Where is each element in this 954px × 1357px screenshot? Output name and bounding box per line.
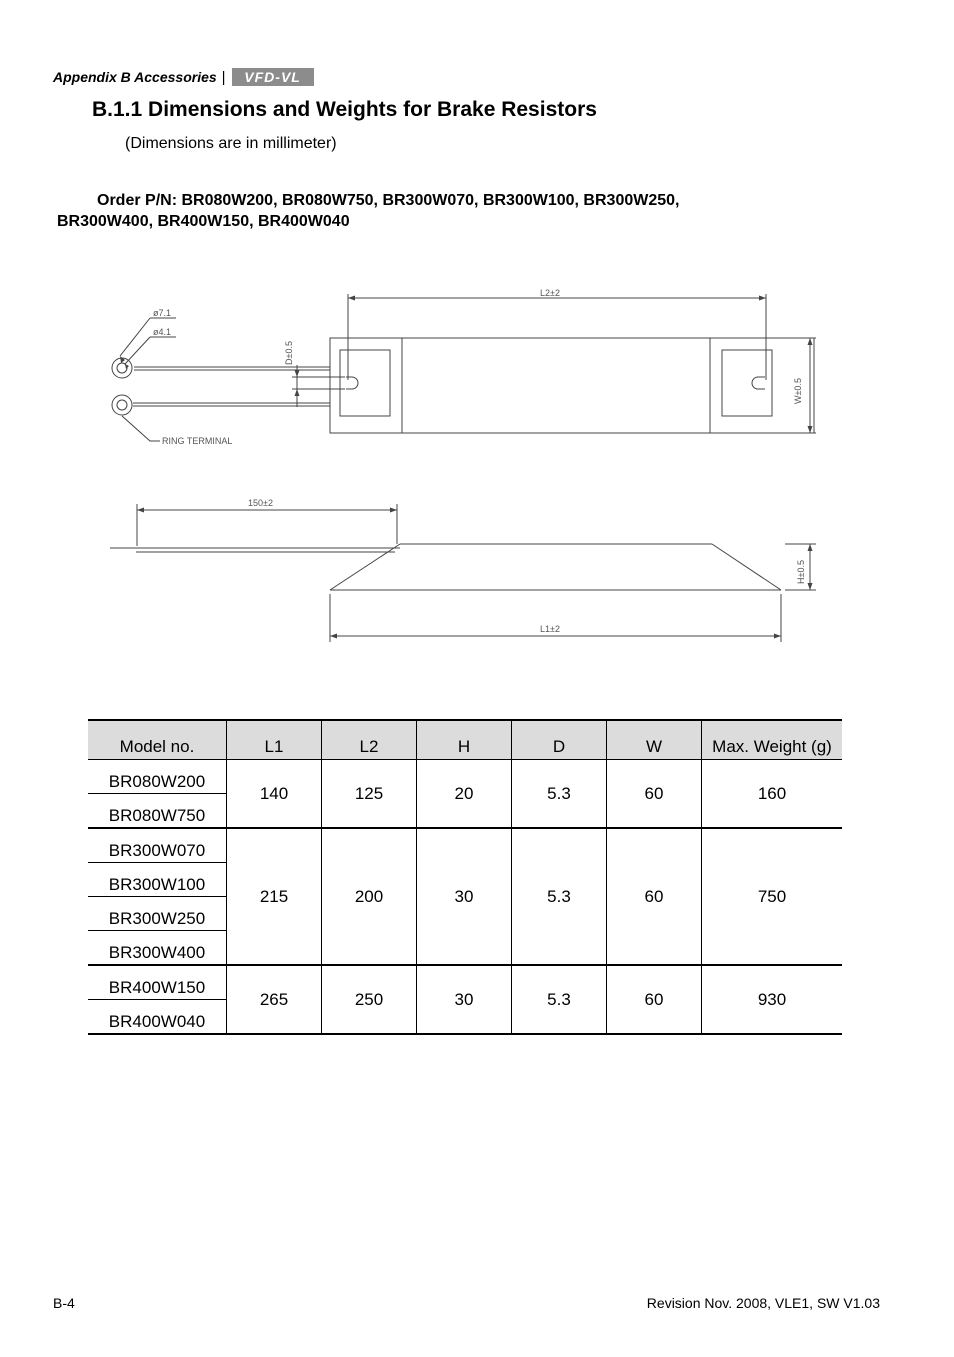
page-header (53, 66, 314, 88)
col-model: Model no. (88, 720, 227, 760)
label-ring-terminal: RING TERMINAL (162, 436, 233, 446)
cell-w: 60 (607, 760, 702, 829)
cell-l2: 250 (322, 965, 417, 1034)
cell-weight: 750 (702, 828, 843, 965)
col-l2: L2 (322, 720, 417, 760)
cell-model: BR400W150 (88, 965, 227, 1000)
label-diameter-4-1: ø4.1 (153, 327, 172, 337)
cell-model: BR080W200 (88, 760, 227, 794)
col-l1: L1 (227, 720, 322, 760)
cell-w: 60 (607, 965, 702, 1034)
order-pn-line-1: Order P/N: BR080W200, BR080W750, BR300W070, BR300W100, BR300W250, (97, 192, 680, 209)
cell-d: 5.3 (512, 760, 607, 829)
table-row (88, 760, 842, 794)
table-row (88, 828, 842, 863)
col-d: D (512, 720, 607, 760)
label-150: 150±2 (248, 498, 273, 508)
page-subtitle: (Dimensions are in millimeter) (125, 135, 337, 152)
label-d: D±0.5 (284, 341, 294, 365)
cell-model: BR300W070 (88, 828, 227, 863)
page-number: B-4 (53, 1295, 75, 1311)
label-l1: L1±2 (540, 624, 560, 634)
cell-model: BR300W400 (88, 931, 227, 966)
brake-resistor-table (88, 719, 842, 1035)
col-h: H (417, 720, 512, 760)
cell-l2: 200 (322, 828, 417, 965)
cell-model: BR400W040 (88, 1000, 227, 1035)
cell-weight: 160 (702, 760, 843, 829)
cell-model: BR300W100 (88, 863, 227, 897)
table-header-row (88, 720, 842, 760)
cell-l1: 265 (227, 965, 322, 1034)
header-separator: | (221, 68, 226, 86)
vfd-vl-logo: VFD-VL (232, 68, 314, 86)
cell-h: 30 (417, 828, 512, 965)
cell-d: 5.3 (512, 828, 607, 965)
cell-w: 60 (607, 828, 702, 965)
page-title: B.1.1 Dimensions and Weights for Brake Resistors (92, 98, 597, 121)
cell-l1: 215 (227, 828, 322, 965)
label-l2: L2±2 (540, 288, 560, 298)
col-w: W (607, 720, 702, 760)
revision-info: Revision Nov. 2008, VLE1, SW V1.03 (646, 1295, 880, 1311)
col-max-weight: Max. Weight (g) (702, 720, 843, 760)
label-diameter-7-1: ø7.1 (153, 308, 172, 318)
cell-d: 5.3 (512, 965, 607, 1034)
cell-weight: 930 (702, 965, 843, 1034)
label-w: W±0.5 (793, 378, 803, 404)
cell-model: BR080W750 (88, 794, 227, 829)
cell-model: BR300W250 (88, 897, 227, 931)
resistor-dimension-drawing (0, 270, 954, 650)
label-h: H±0.5 (796, 560, 806, 584)
cell-h: 30 (417, 965, 512, 1034)
cell-h: 20 (417, 760, 512, 829)
table-row (88, 965, 842, 1000)
cell-l2: 125 (322, 760, 417, 829)
order-pn-line-2: BR300W400, BR400W150, BR400W040 (57, 213, 350, 230)
cell-l1: 140 (227, 760, 322, 829)
header-section: Appendix B Accessories (53, 69, 217, 85)
